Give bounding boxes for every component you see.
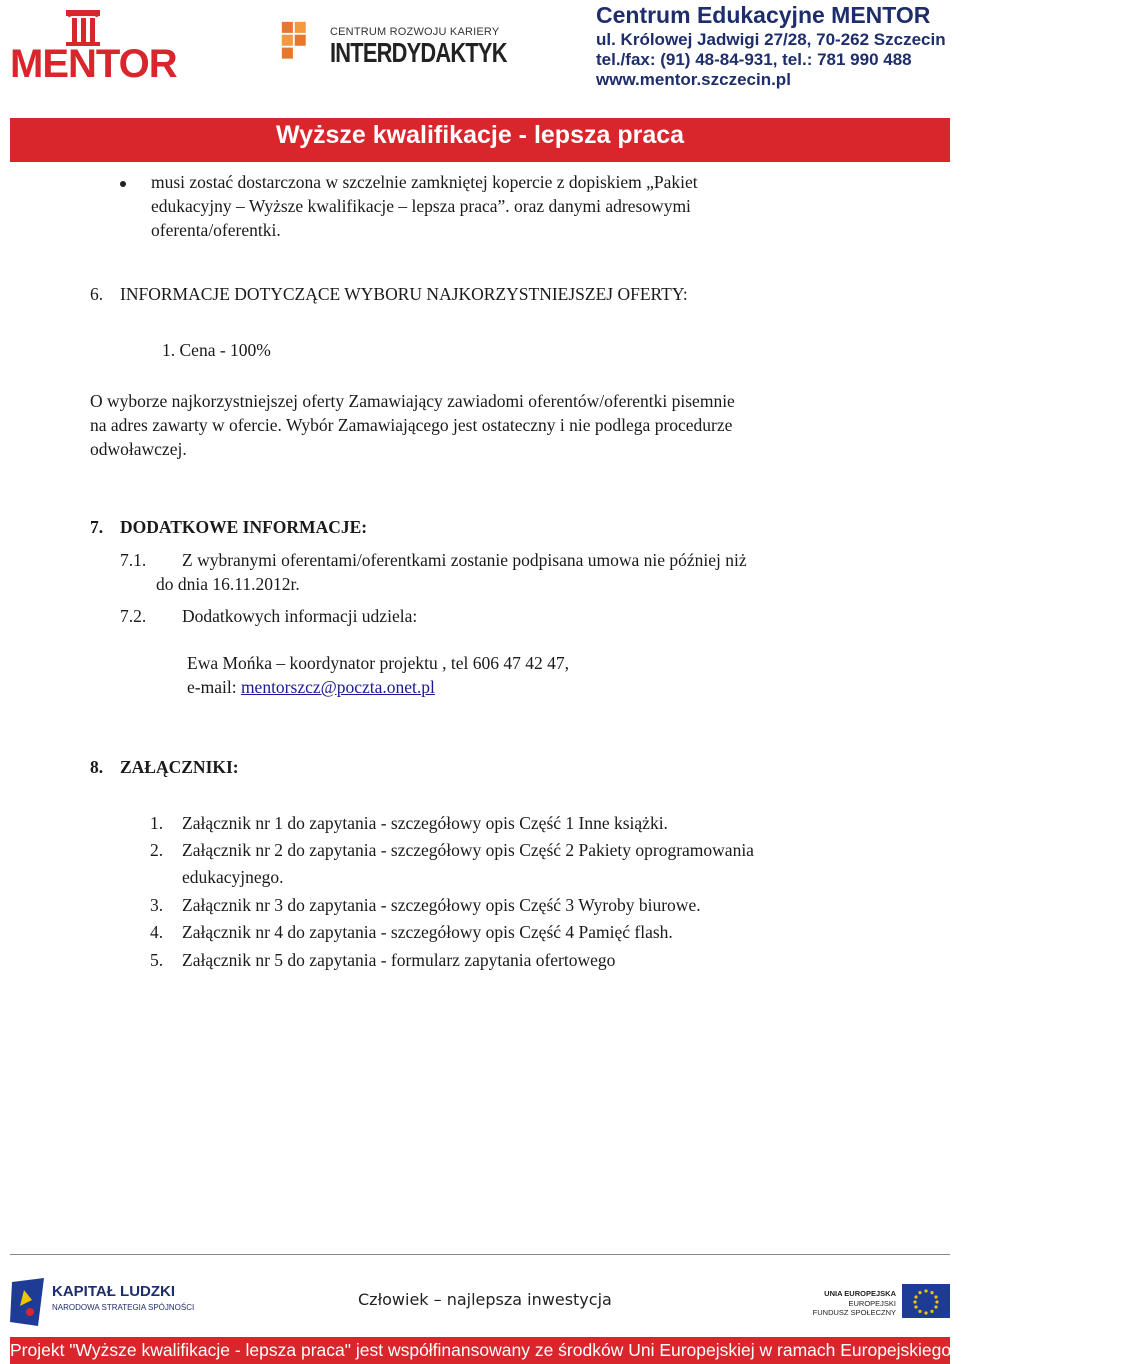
ue-fund-line: FUNDUSZ SPOŁECZNY	[812, 1308, 896, 1317]
section-7-1-text: do dnia 16.11.2012r.	[156, 574, 300, 594]
attachment-text: Załącznik nr 2 do zapytania - szczegółowy opis Część 2 Pakiety oprogramowania	[182, 840, 754, 860]
ue-label: UNIA EUROPEJSKA	[824, 1289, 896, 1298]
attachment-text: Załącznik nr 4 do zapytania - szczegółowy opis Część 4 Pamięć flash.	[182, 922, 673, 942]
attachment-text: Załącznik nr 3 do zapytania - szczegółowy opis Część 3 Wyroby biurowe.	[182, 895, 701, 915]
section-7-2-text: Dodatkowych informacji udziela:	[182, 606, 418, 626]
kapital-ludzki-subtitle: NARODOWA STRATEGIA SPÓJNOŚCI	[52, 1303, 195, 1312]
attachment-text: Załącznik nr 1 do zapytania - szczegółowy opis Część 1 Inne książki.	[182, 813, 668, 833]
section-8-title: ZAŁĄCZNIKI:	[120, 757, 239, 777]
eu-flag-icon	[902, 1284, 950, 1318]
attachment-number: 2.	[150, 840, 164, 860]
bullet-text-line: oferenta/oferentki.	[151, 220, 281, 240]
interdydaktyk-logo-icon	[280, 20, 326, 66]
footer-divider	[10, 1254, 950, 1255]
kapital-ludzki-title: KAPITAŁ LUDZKI	[52, 1283, 176, 1300]
section-7-1-number: 7.1.	[120, 550, 147, 570]
attachment-number: 1.	[150, 813, 164, 833]
email-link[interactable]: mentorszcz@poczta.onet.pl	[240, 677, 435, 697]
org-name: Centrum Edukacyjne MENTOR	[596, 2, 931, 28]
section-6-item: 1. Cena - 100%	[162, 340, 271, 360]
attachment-number: 3.	[150, 895, 164, 915]
section-7-title: DODATKOWE INFORMACJE:	[120, 517, 368, 537]
section-7-number: 7.	[90, 517, 104, 537]
attachment-text: edukacyjnego.	[182, 867, 284, 887]
email-line	[187, 675, 435, 699]
org-website: www.mentor.szczecin.pl	[596, 70, 791, 89]
attachment-number: 5.	[150, 950, 164, 970]
section-6-paragraph-line: odwoławczej.	[90, 439, 187, 459]
bullet-text-line: edukacyjny – Wyższe kwalifikacje – lepsza praca”. oraz danymi adresowymi	[151, 196, 691, 216]
footer-slogan: Człowiek – najlepsza inwestycja	[358, 1290, 612, 1309]
ue-fund-line: EUROPEJSKI	[848, 1299, 896, 1308]
contact-line: Ewa Mońka – koordynator projektu , tel 606 47 42 47,	[187, 653, 570, 673]
section-6-title: INFORMACJE DOTYCZĄCE WYBORU NAJKORZYSTNIEJSZEJ OFERTY:	[120, 284, 688, 304]
org-phones: tel./fax: (91) 48-84-931, tel.: 781 990 488	[596, 50, 912, 69]
section-6-paragraph-line: na adres zawarty w ofercie. Wybór Zamawiającego jest ostateczny i nie podlega procedurze	[90, 415, 733, 435]
mentor-logo-text: MENTOR	[10, 42, 177, 86]
attachment-number: 4.	[150, 922, 164, 942]
crk-title: CENTRUM ROZWOJU KARIERY	[330, 26, 500, 38]
bullet-text-line: musi zostać dostarczona w szczelnie zamkniętej kopercie z dopiskiem „Pakiet	[151, 172, 698, 192]
email-label: e-mail:	[187, 677, 241, 697]
section-7-2-number: 7.2.	[120, 606, 147, 626]
org-address: ul. Królowej Jadwigi 27/28, 70-262 Szczecin	[596, 30, 946, 49]
bullet-icon	[120, 181, 126, 187]
kapital-ludzki-logo-icon	[8, 1276, 48, 1328]
footer-project-note: Projekt "Wyższe kwalifikacje - lepsza praca" jest współfinansowany ze środków Uni Europejskiej w ramach Europejskiego Funduszu Społecznego	[10, 1340, 1139, 1360]
crk-brand: INTERDYDAKTYK	[330, 37, 507, 68]
attachment-text: Załącznik nr 5 do zapytania - formularz zapytania ofertowego	[182, 950, 616, 970]
section-6-paragraph-line: O wyborze najkorzystniejszej oferty Zamawiający zawiadomi oferentów/oferentki pisemnie	[90, 391, 735, 411]
section-8-number: 8.	[90, 757, 104, 777]
section-6-number: 6.	[90, 284, 104, 304]
section-7-1-text: Z wybranymi oferentami/oferentkami zostanie podpisana umowa nie później niż	[182, 550, 747, 570]
header-banner-text: Wyższe kwalifikacje - lepsza praca	[275, 121, 685, 149]
